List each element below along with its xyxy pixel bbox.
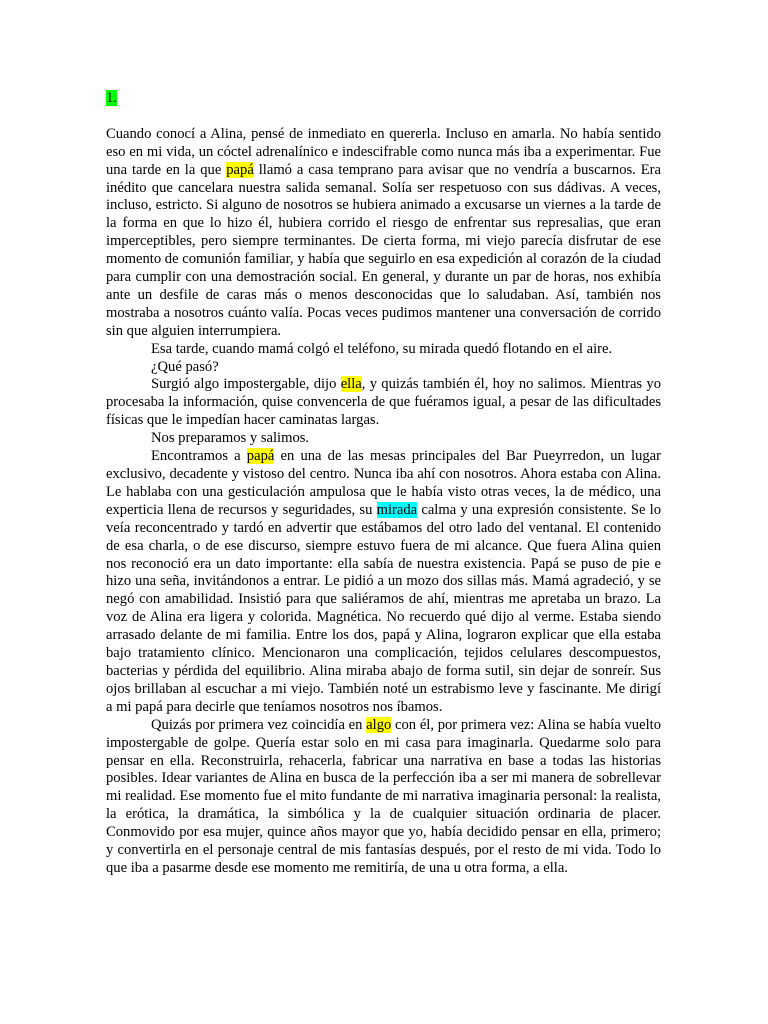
text-run: llamó a casa temprano para avisar que no vendría a buscarnos. Era inédito que cancelara nuestra salida semanal. Solía ser respetuoso con sus dádivas. A veces, incluso, estricto. Si alguno de nosotros se hubiera animado a excusarse un viernes a la tarde de la forma en que lo hizo él, hubiera corrido el riesgo de enfrentar sus represalias, que eran imperceptibles, pero siempre terminantes. De cierta forma, mi viejo parecía disfrutar de ese momento de comunión familiar, y había que seguirlo en esa expedición al corazón de la ciudad para cumplir con una demostración social. En general, y durante un par de horas, nos exhibía ante un desfile de caras más o menos desconocidas que lo saludaban. Así, también nos mostraba a nosotros cuánto valía. Pocas veces pudimos mantener una conversación de corrido sin que alguien interrumpiera. bbox=[106, 161, 661, 339]
paragraph bbox=[106, 126, 661, 341]
text-run: Quizás por primera vez coincidía en bbox=[151, 716, 367, 733]
highlighted-word: ella bbox=[340, 376, 362, 393]
text-run: con él, por primera vez: Alina se había vuelto impostergable de golpe. Quería estar solo en mi casa para imaginarla. Quedarme solo para pensar en ella. Reconstruirla, rehacerla, fabricar una narrativa en base a todas las historias posibles. Idear variantes de Alina en busca de la perfección iba a ser mi manera de sobrellevar mi realidad. Ese momento fue el mito fundante de mi narrativa imaginaria personal: la realista, la erótica, la dramática, la simbólica y la de cualquier situación ordinaria de placer. Conmovido por esa mujer, quince años mayor que yo, había decidido pensar en ella, primero; y convertirla en el personaje central de mis fantasías después, por el resto de mi vida. Todo lo que iba a pasarme desde ese momento me remitiría, de una u otra forma, a ella. bbox=[106, 716, 661, 876]
paragraph bbox=[106, 359, 661, 377]
text-run: calma y una expresión consistente. Se lo veía reconcentrado y tardó en advertir que estábamos del otro lado del ventanal. El contenido de esa charla, o de ese discurso, siempre estuvo fuera de mi alcance. Que fuera Alina quien nos reconoció era un dato importante: ella sabía de nuestra existencia. Papá se puso de pie e hizo una seña, invitándonos a entrar. Le pidió a un mozo dos sillas más. Mamá agradeció, y se negó con amabilidad. Insistió para que saliéramos de ahí, mientras me apretaba un brazo. La voz de Alina era ligera y colorida. Magnética. No recuerdo qué dijo al verme. Estaba siendo arrasado delante de mi familia. Entre los dos, papá y Alina, lograron explicar que ella estaba bajo tratamiento clínico. Mencionaron una complicación, tejidos celulares descompuestos, bacterias y pérdida del equilibrio. Alina miraba abajo de forma sutil, sin dejar de sonreír. Sus ojos brillaban al escuchar a mi viejo. También noté un estrabismo leve y fascinante. Me dirigí a mi papá para decirle que teníamos nosotros nos íbamos. bbox=[106, 501, 661, 715]
highlighted-word: papá bbox=[246, 448, 275, 465]
highlighted-word: papá bbox=[226, 161, 254, 178]
paragraph bbox=[106, 448, 661, 717]
highlighted-word: algo bbox=[366, 716, 392, 733]
paragraph bbox=[106, 376, 661, 430]
text-run: Cuando conocí a Alina, pensé de inmediato en quererla. Incluso en amarla. No había sentido eso en mi vida, un cóctel adrenalínico e indescifrable como nunca más iba a experimentar. Fue una tarde en la que bbox=[106, 125, 661, 178]
paragraph bbox=[106, 341, 661, 359]
document-page bbox=[106, 90, 661, 878]
text-run: , y quizás también él, hoy no salimos. Mientras yo procesaba la información, quise convencerla de que fuéramos igual, a pesar de las dificultades físicas que le impedían hacer caminatas largas. bbox=[106, 376, 661, 429]
paragraph bbox=[106, 717, 661, 878]
text-run: Esa tarde, cuando mamá colgó el teléfono, su mirada quedó flotando en el aire. bbox=[151, 340, 613, 357]
paragraph bbox=[106, 430, 661, 448]
text-run: ¿Qué pasó? bbox=[151, 358, 219, 375]
highlighted-word: mirada bbox=[376, 501, 418, 518]
chapter-number: 1. bbox=[106, 90, 117, 106]
text-run: Encontramos a bbox=[151, 448, 247, 465]
body-text bbox=[106, 126, 661, 878]
text-run: Surgió algo impostergable, dijo bbox=[151, 376, 341, 393]
text-run: en una de las mesas principales del Bar Pueyrredon, un lugar exclusivo, decadente y vistoso del centro. Nunca iba ahí con nosotros. Ahora estaba con Alina. Le hablaba con una gesticulación ampulosa que le había visto otras veces, la de médico, una experticia llena de recursos y seguridades, su bbox=[106, 448, 661, 518]
chapter-heading bbox=[106, 90, 661, 108]
text-run: Nos preparamos y salimos. bbox=[151, 430, 310, 447]
